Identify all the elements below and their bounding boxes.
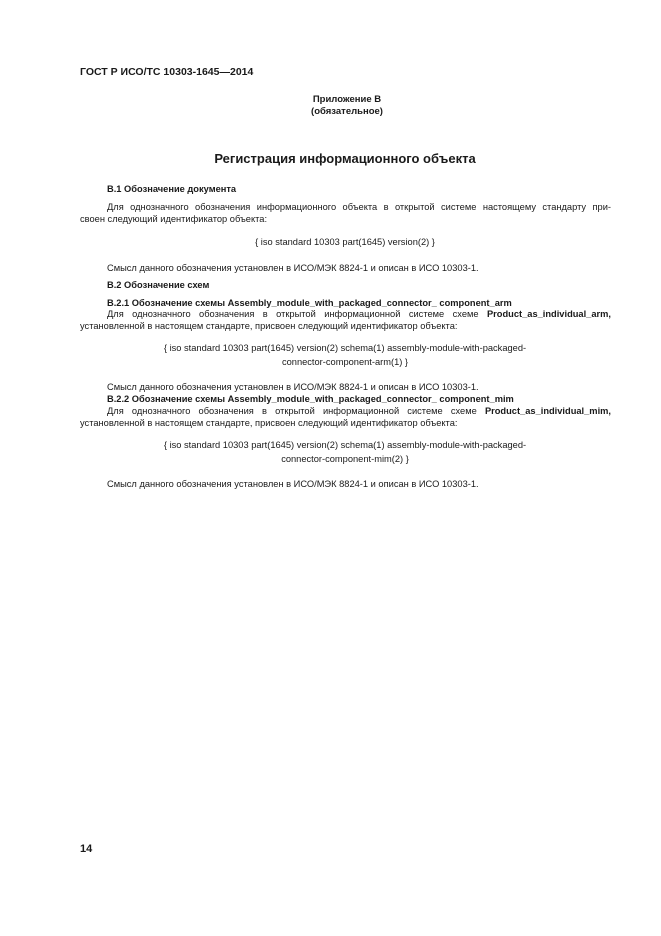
standard-header: ГОСТ Р ИСО/ТС 10303-1645—2014 xyxy=(80,66,254,78)
section-b21-heading: В.2.1 Обозначение схемы Assembly_module_with_packaged_connector_ component_arm xyxy=(107,298,512,308)
section-b1-para-line1: Для однозначного обозначения информационного объекта в открытой системе настоящему стандарту при- xyxy=(107,202,611,212)
section-b22-para-line2: установленной в настоящем стандарте, присвоен следующий идентификатор объекта: xyxy=(80,418,458,428)
page-number: 14 xyxy=(80,843,93,855)
section-b1-heading: В.1 Обозначение документа xyxy=(107,184,237,194)
section-b21-para-line1 xyxy=(107,308,611,320)
section-b22-identifier-line2: connector-component-mim(2) } xyxy=(281,454,409,464)
section-b22-schema-name: Product_as_individual_mim, xyxy=(484,406,611,416)
section-b22-heading: В.2.2 Обозначение схемы Assembly_module_with_packaged_connector_ component_mim xyxy=(107,394,514,404)
section-b21-schema-name: Product_as_individual_arm, xyxy=(486,309,611,319)
section-b1-meaning: Смысл данного обозначения установлен в ИСО/МЭК 8824-1 и описан в ИСО 10303-1. xyxy=(107,263,479,273)
section-b22-identifier-line1: { iso standard 10303 part(1645) version(2) schema(1) assembly-module-with-packaged- xyxy=(163,440,527,450)
section-b21-identifier-line2: connector-component-arm(1) } xyxy=(281,357,409,367)
section-b22-para-line1 xyxy=(107,405,611,417)
section-b21-identifier-line1: { iso standard 10303 part(1645) version(2) schema(1) assembly-module-with-packaged- xyxy=(163,343,527,353)
section-b21-meaning: Смысл данного обозначения установлен в ИСО/МЭК 8824-1 и описан в ИСО 10303-1. xyxy=(107,382,479,392)
section-b22-para-text: Для однозначного обозначения в открытой информационной системе схеме xyxy=(107,406,485,416)
section-b21-para-text: Для однозначного обозначения в открытой информационной системе схеме xyxy=(107,309,487,319)
main-title: Регистрация информационного объекта xyxy=(214,151,476,166)
section-b1-para-line2: своен следующий идентификатор объекта: xyxy=(80,214,268,224)
section-b22-meaning: Смысл данного обозначения установлен в ИСО/МЭК 8824-1 и описан в ИСО 10303-1. xyxy=(107,479,479,489)
section-b21-para-line2: установленной в настоящем стандарте, присвоен следующий идентификатор объекта: xyxy=(80,321,458,331)
appendix-title: Приложение В xyxy=(312,94,382,105)
section-b2-heading: В.2 Обозначение схем xyxy=(107,280,210,290)
appendix-subtitle: (обязательное) xyxy=(311,106,383,117)
section-b1-identifier: { iso standard 10303 part(1645) version(2) } xyxy=(255,237,435,247)
